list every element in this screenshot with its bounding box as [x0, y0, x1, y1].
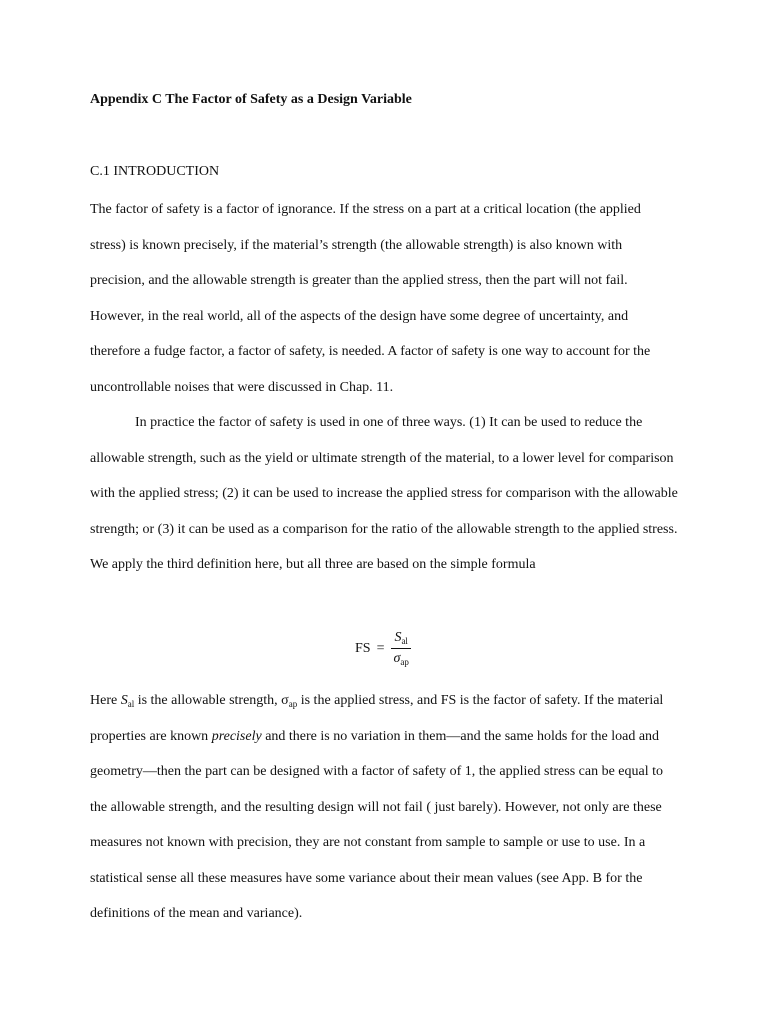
allowable-strength-symbol: S	[120, 693, 128, 708]
text-run: is the allowable strength,	[134, 693, 282, 708]
text-run: Here	[90, 693, 121, 708]
formula-numerator	[391, 630, 411, 649]
text-run: and there is no variation in them—and the same holds for the load and geometry—then the part can be designed with a factor of safety of 1, the applied stress can be equal to the allowable strength, and the resulting design will not fail ( just barely). However, not only are these measures not known with precision, they are not constant from sample to sample or use to use. In a statistical sense all these measures have some variance about their mean values (see App. B for the definitions of the mean and variance).	[90, 728, 664, 921]
denominator-subscript: ap	[400, 657, 409, 667]
emphasis-precisely: precisely	[211, 728, 262, 744]
formula-denominator	[390, 649, 411, 667]
text-run: is the applied stress, and FS is the factor of safety. If the material properties are known	[90, 693, 664, 744]
applied-stress-subscript: ap	[288, 699, 298, 709]
formula-fraction	[390, 630, 411, 667]
factor-of-safety-formula	[355, 630, 412, 667]
document-title: Appendix C The Factor of Safety as a Design Variable	[90, 92, 412, 107]
paragraph-uses: In practice the factor of safety is used in one of three ways. (1) It can be used to reduce the allowable strength, such as the yield or ultimate strength of the material, to a lower level for comparison with the applied stress; (2) it can be used to increase the applied stress for comparison with the allowable strength; or (3) it can be used as a comparison for the ratio of the allowable strength to the applied stress. We apply the third definition here, but all three are based on the simple formula	[90, 415, 678, 572]
numerator-symbol: S	[394, 630, 402, 645]
formula-lhs: FS	[355, 640, 371, 656]
denominator-symbol: σ	[393, 651, 401, 666]
paragraph-intro: The factor of safety is a factor of ignorance. If the stress on a part at a critical location (the applied stress) is known precisely, if the material’s strength (the allowable strength) is also known with precision, and the allowable strength is greater than the applied stress, then the part will not fail. However, in the real world, all of the aspects of the design have some degree of uncertainty, and therefore a fudge factor, a factor of safety, is needed. A factor of safety is one way to account for the uncontrollable noises that were discussed in Chap. 11.	[90, 202, 651, 395]
formula-equals: =	[376, 640, 385, 656]
allowable-strength-subscript: al	[127, 699, 135, 709]
section-heading: C.1 INTRODUCTION	[90, 164, 220, 179]
paragraph-definitions	[90, 683, 680, 932]
applied-stress-symbol: σ	[281, 693, 289, 708]
numerator-subscript: al	[401, 636, 408, 646]
